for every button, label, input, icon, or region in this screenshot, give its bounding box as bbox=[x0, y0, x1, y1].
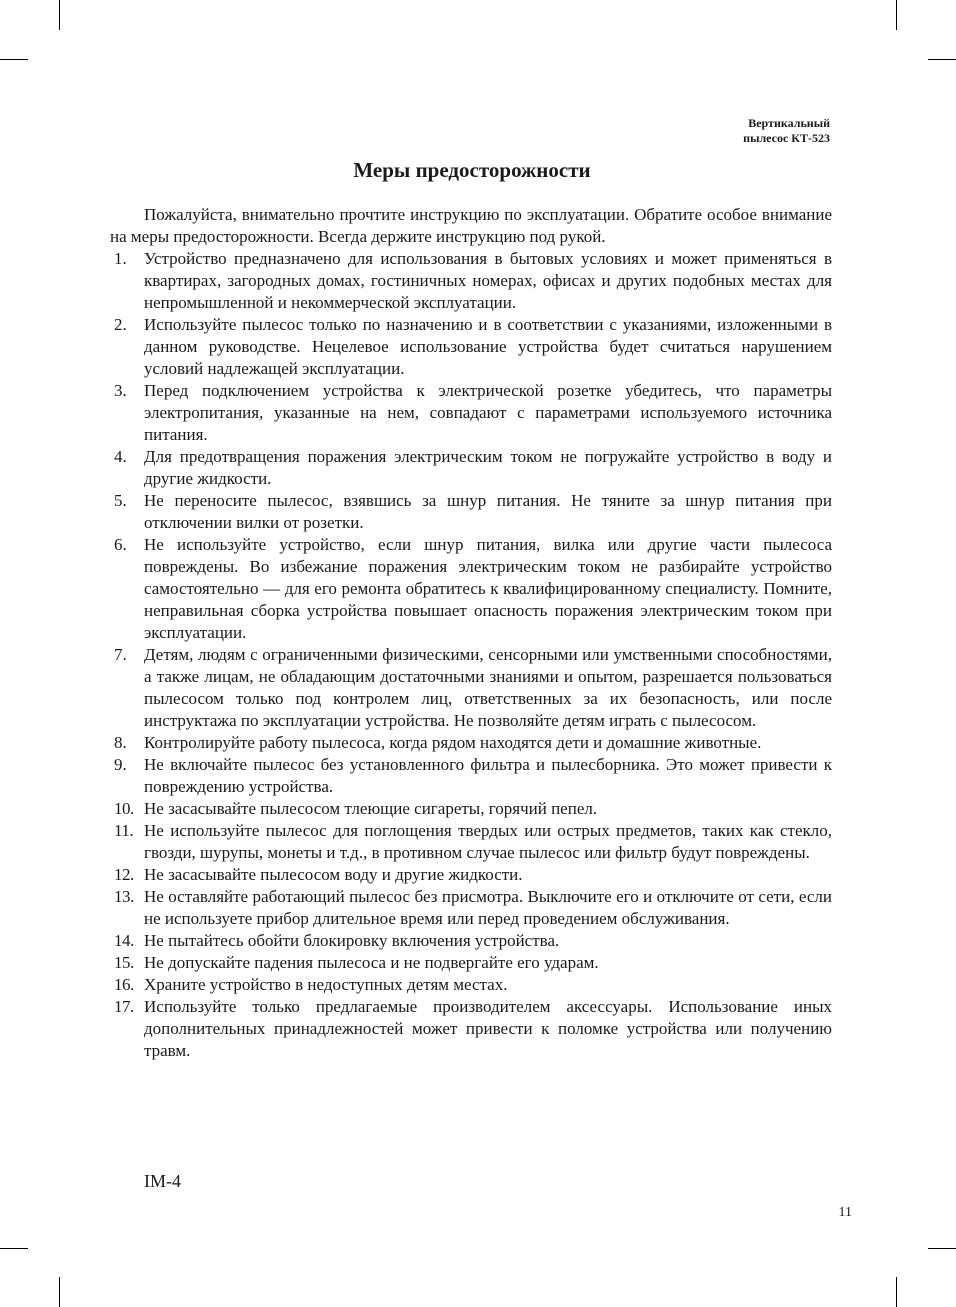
list-item bbox=[110, 446, 832, 490]
item-number: 4. bbox=[114, 447, 127, 466]
item-text: Не допускайте падения пылесоса и не подвергайте его ударам. bbox=[144, 953, 599, 972]
item-text: Детям, людям с ограниченными физическими, сенсорными или умственными способностями, а также лицам, не обладающим достаточными знаниями и опытом, разрешается пользоваться пылесосом только под контролем лиц, ответственных за их безопасность, или после инструктажа по эксплуатации устройства. Не позволяйте детям играть с пылесосом. bbox=[144, 645, 832, 730]
list-item bbox=[110, 864, 832, 886]
list-item bbox=[110, 644, 832, 732]
item-text: Используйте пылесос только по назначению и в соответствии с указаниями, изложенными в данном руководстве. Нецелевое использование устройства будет считаться нарушением условий надлежащей эксплуатации. bbox=[144, 315, 832, 378]
list-item bbox=[110, 534, 832, 644]
item-number: 12. bbox=[114, 865, 134, 884]
item-text: Не используйте пылесос для поглощения твердых или острых предметов, таких как стекло, гвозди, шурупы, монеты и т.д., в противном случае пылесос или фильтр будут повреждены. bbox=[144, 821, 832, 862]
item-number: 1. bbox=[114, 249, 127, 268]
intro-paragraph: Пожалуйста, внимательно прочтите инструкцию по эксплуатации. Обратите особое внимание на меры предосторожности. Всегда держите инструкцию под рукой. bbox=[110, 205, 832, 246]
item-text: Устройство предназначено для использования в бытовых условиях и может применяться в квартирах, загородных домах, гостиничных номерах, офисах и других подобных местах для непромышленной и некоммерческой эксплуатации. bbox=[144, 249, 832, 312]
item-text: Не оставляйте работающий пылесос без присмотра. Выключите его и отключите от сети, если не используете прибор длительное время или перед проведением обслуживания. bbox=[144, 887, 832, 928]
list-item bbox=[110, 820, 832, 864]
list-item bbox=[110, 314, 832, 380]
crop-mark bbox=[0, 59, 28, 60]
item-number: 7. bbox=[114, 645, 127, 664]
list-item bbox=[110, 798, 832, 820]
crop-mark bbox=[928, 1248, 956, 1249]
item-number: 10. bbox=[114, 799, 134, 818]
item-number: 2. bbox=[114, 315, 127, 334]
item-text: Храните устройство в недоступных детям местах. bbox=[144, 975, 508, 994]
header-line-2: пылесос КТ-523 bbox=[743, 131, 830, 145]
page-title: Меры предосторожности bbox=[353, 158, 591, 182]
item-number: 6. bbox=[114, 535, 127, 554]
list-item bbox=[110, 996, 832, 1062]
item-number: 15. bbox=[114, 953, 134, 972]
item-text: Не переносите пылесос, взявшись за шнур питания. Не тяните за шнур питания при отключении вилки от розетки. bbox=[144, 491, 832, 532]
crop-mark bbox=[59, 1277, 60, 1307]
item-text: Не включайте пылесос без установленного фильтра и пылесборника. Это может привести к повреждению устройства. bbox=[144, 755, 832, 796]
item-text: Не засасывайте пылесосом воду и другие жидкости. bbox=[144, 865, 523, 884]
document-body bbox=[110, 204, 832, 1062]
item-number: 17. bbox=[114, 997, 134, 1016]
item-text: Перед подключением устройства к электрической розетке убедитесь, что параметры электропитания, указанные на нем, совпадают с параметрами используемого источника питания. bbox=[144, 381, 832, 444]
item-number: 13. bbox=[114, 887, 134, 906]
list-item bbox=[110, 930, 832, 952]
list-item bbox=[110, 952, 832, 974]
document-code: IM-4 bbox=[144, 1171, 181, 1191]
crop-mark bbox=[0, 1248, 28, 1249]
item-text: Контролируйте работу пылесоса, когда рядом находятся дети и домашние животные. bbox=[144, 733, 762, 752]
precautions-list bbox=[110, 248, 832, 1062]
item-text: Для предотвращения поражения электрическим током не погружайте устройство в воду и другие жидкости. bbox=[144, 447, 832, 488]
crop-mark bbox=[896, 1277, 897, 1307]
crop-mark bbox=[896, 0, 897, 30]
item-number: 16. bbox=[114, 975, 134, 994]
list-item bbox=[110, 754, 832, 798]
crop-mark bbox=[59, 0, 60, 30]
list-item bbox=[110, 886, 832, 930]
page-number: 11 bbox=[838, 1205, 852, 1220]
list-item bbox=[110, 974, 832, 996]
item-number: 8. bbox=[114, 733, 127, 752]
crop-mark bbox=[928, 59, 956, 60]
list-item bbox=[110, 490, 832, 534]
list-item bbox=[110, 380, 832, 446]
item-text: Не засасывайте пылесосом тлеющие сигареты, горячий пепел. bbox=[144, 799, 598, 818]
header-line-1: Вертикальный bbox=[748, 116, 830, 130]
item-number: 3. bbox=[114, 381, 127, 400]
item-number: 11. bbox=[114, 821, 134, 840]
running-header bbox=[743, 116, 830, 146]
list-item bbox=[110, 248, 832, 314]
item-number: 5. bbox=[114, 491, 127, 510]
item-text: Не пытайтесь обойти блокировку включения устройства. bbox=[144, 931, 560, 950]
list-item bbox=[110, 732, 832, 754]
item-number: 9. bbox=[114, 755, 127, 774]
item-text: Используйте только предлагаемые производителем аксессуары. Использование иных дополнительных принадлежностей может привести к поломке устройства или получению травм. bbox=[144, 997, 832, 1060]
item-text: Не используйте устройство, если шнур питания, вилка или другие части пылесоса повреждены. Во избежание поражения электрическим током не разбирайте устройство самостоятельно — для его ремонта обратитесь к квалифицированному специалисту. Помните, неправильная сборка устройства повышает опасность поражения электрическим током при эксплуатации. bbox=[144, 535, 832, 642]
item-number: 14. bbox=[114, 931, 134, 950]
